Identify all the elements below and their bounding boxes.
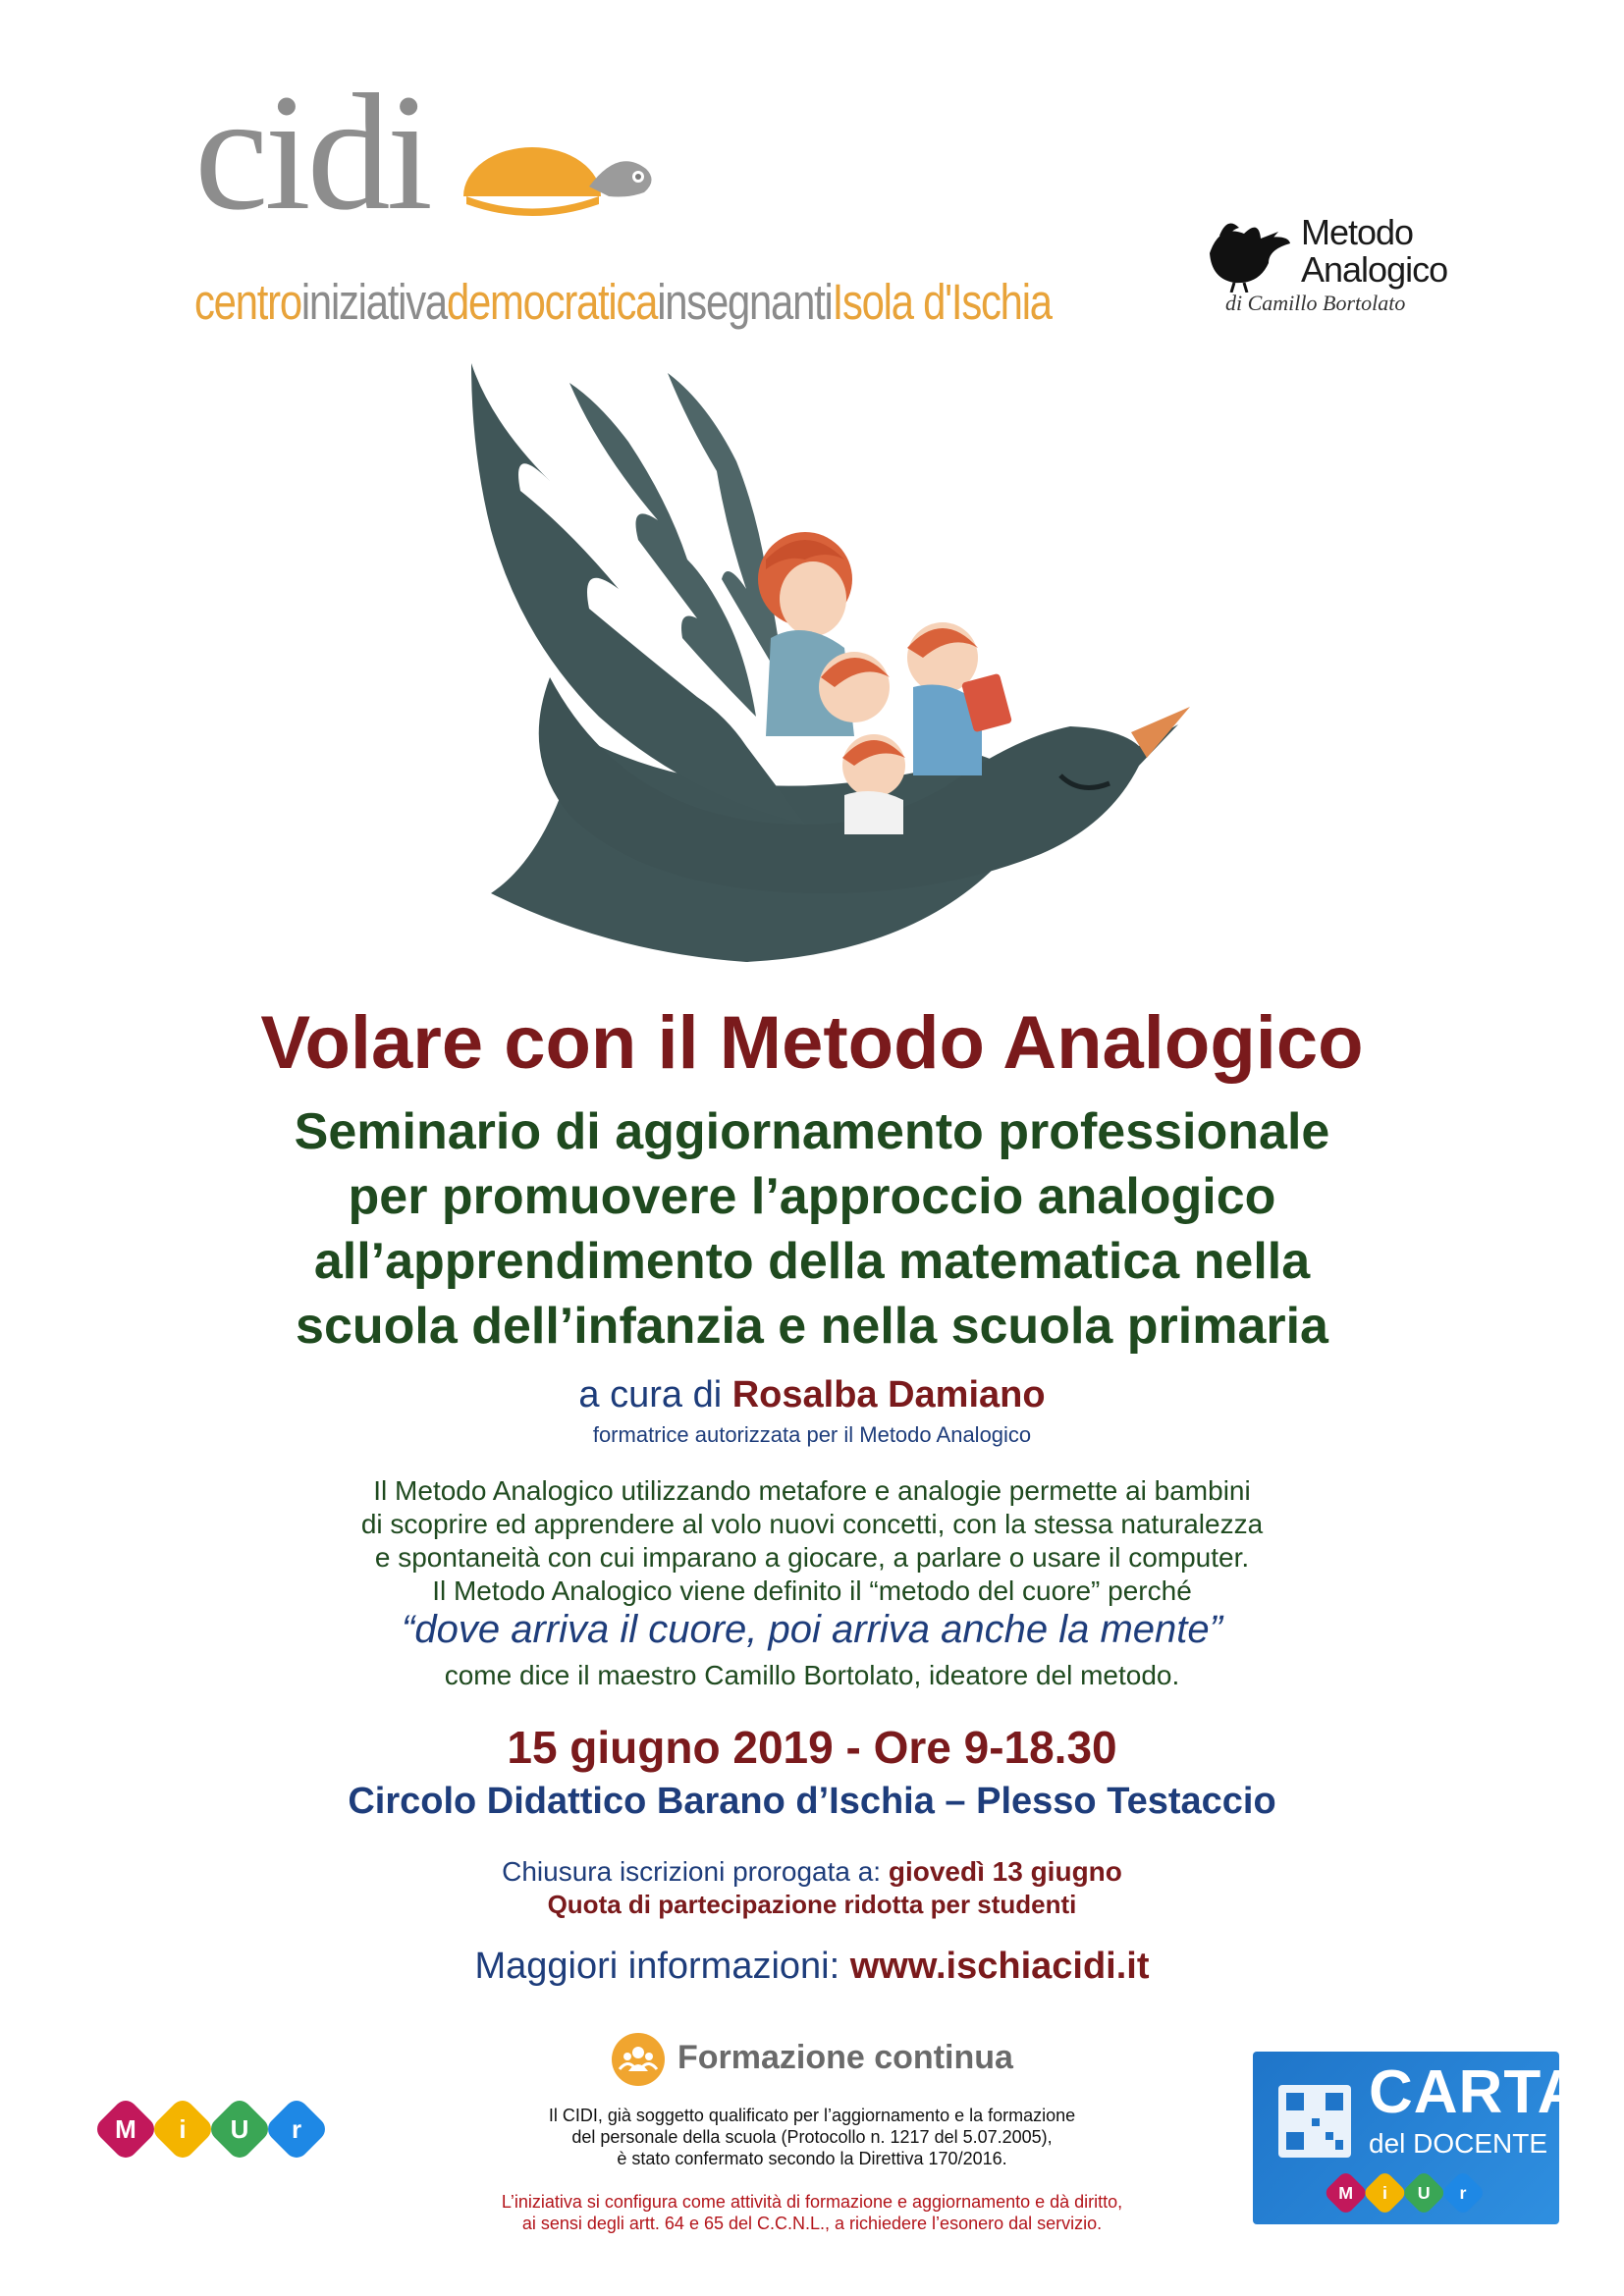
tagline-isola: Isola d'Ischia [832, 274, 1052, 330]
description-line: di scoprire ed apprendere al volo nuovi concetti, con la stessa naturalezza [360, 1509, 1264, 1539]
carta-word: CARTA [1369, 2058, 1583, 2126]
curator-role: formatrice autorizzata per il Metodo Analogico [592, 1422, 1032, 1447]
description [0, 1474, 1624, 1608]
miur-letter: M [115, 2114, 136, 2144]
event-venue: Circolo Didattico Barano d’Ischia – Plesso Testaccio [348, 1781, 1276, 1822]
cidi-tagline [194, 273, 1052, 332]
people-group-icon [611, 2032, 666, 2087]
event-date: 15 giugno 2019 - Ore 9-18.30 [507, 1722, 1117, 1773]
deadline-date: giovedì 13 giugno [888, 1856, 1122, 1887]
description-line: e spontaneità con cui imparano a giocare, a parlare o usare il computer. [374, 1542, 1250, 1573]
quota-note: Quota di partecipazione ridotta per studenti [547, 1890, 1077, 1919]
note-line: del personale della scuola (Protocollo n. 1217 del 5.07.2005), [571, 2127, 1053, 2147]
note-line: è stato confermato secondo la Direttiva 170/2016. [617, 2149, 1007, 2168]
description-line: Il Metodo Analogico viene definito il “metodo del cuore” perché [432, 1575, 1192, 1606]
cidi-logo-wordmark: cidi [194, 60, 429, 244]
ma-logo-line1: Metodo [1301, 212, 1414, 252]
note-line: ai sensi degli artt. 64 e 65 del C.C.N.L., a richiedere l’esonero dal servizio. [521, 2214, 1103, 2233]
info-link[interactable]: www.ischiacidi.it [849, 1946, 1150, 1987]
ma-logo-line2: Analogico [1301, 249, 1448, 290]
curator-name: Rosalba Damiano [731, 1374, 1046, 1415]
miur-letter: U [1417, 2183, 1431, 2204]
quote: “dove arriva il cuore, poi arriva anche la mente” [402, 1608, 1222, 1651]
deadline-prefix: Chiusura iscrizioni prorogata a: [502, 1856, 889, 1887]
subtitle-line: Seminario di aggiornamento professionale [294, 1103, 1330, 1160]
metodo-analogico-bird-icon [1200, 214, 1298, 293]
formazione-continua-label: Formazione continua [677, 2039, 1013, 2076]
info-prefix: Maggiori informazioni: [474, 1946, 850, 1987]
subtitle-line: per promuovere l’approccio analogico [348, 1168, 1276, 1225]
tagline-centro: centro [194, 274, 301, 330]
subtitle-line: all’apprendimento della matematica nella [313, 1233, 1311, 1290]
subtitle-line: scuola dell’infanzia e nella scuola primaria [296, 1298, 1328, 1355]
curator-line [0, 1372, 1624, 1417]
note-line: L’iniziativa si configura come attività di formazione e aggiornamento e dà diritto, [501, 2192, 1123, 2212]
miur-letter: r [291, 2114, 302, 2144]
miur-letter: U [230, 2114, 249, 2144]
tagline-iniziativa: iniziativa [300, 274, 447, 330]
miur-logo-small [1322, 2169, 1489, 2216]
tagline-insegnanti: insegnanti [657, 274, 833, 330]
more-info [0, 1944, 1624, 1989]
miur-letter: M [1338, 2183, 1354, 2204]
note-line: Il CIDI, già soggetto qualificato per l’aggiornamento e la formazione [548, 2106, 1076, 2125]
quote-attribution: come dice il maestro Camillo Bortolato, ideatore del metodo. [444, 1660, 1180, 1690]
carta-del-docente-logo [1253, 2052, 1583, 2224]
page-title: Volare con il Metodo Analogico [260, 1001, 1364, 1085]
metodo-analogico-logo-text [1301, 214, 1447, 289]
bird-illustration [432, 363, 1198, 962]
tagline-democratica: democratica [446, 274, 658, 330]
qr-code-icon [1278, 2085, 1351, 2158]
miur-letter: i [179, 2114, 187, 2144]
ma-logo-author: di Camillo Bortolato [1225, 291, 1406, 315]
seminar-subtitle [0, 1099, 1624, 1359]
description-line: Il Metodo Analogico utilizzando metafore e analogie permette ai bambini [373, 1475, 1251, 1506]
registration-deadline [0, 1855, 1624, 1889]
miur-letter: r [1459, 2183, 1467, 2204]
curator-prefix: a cura di [578, 1374, 732, 1415]
turtle-logo-icon [461, 128, 668, 275]
miur-letter: i [1381, 2183, 1387, 2204]
carta-sub: del DOCENTE [1369, 2128, 1548, 2159]
